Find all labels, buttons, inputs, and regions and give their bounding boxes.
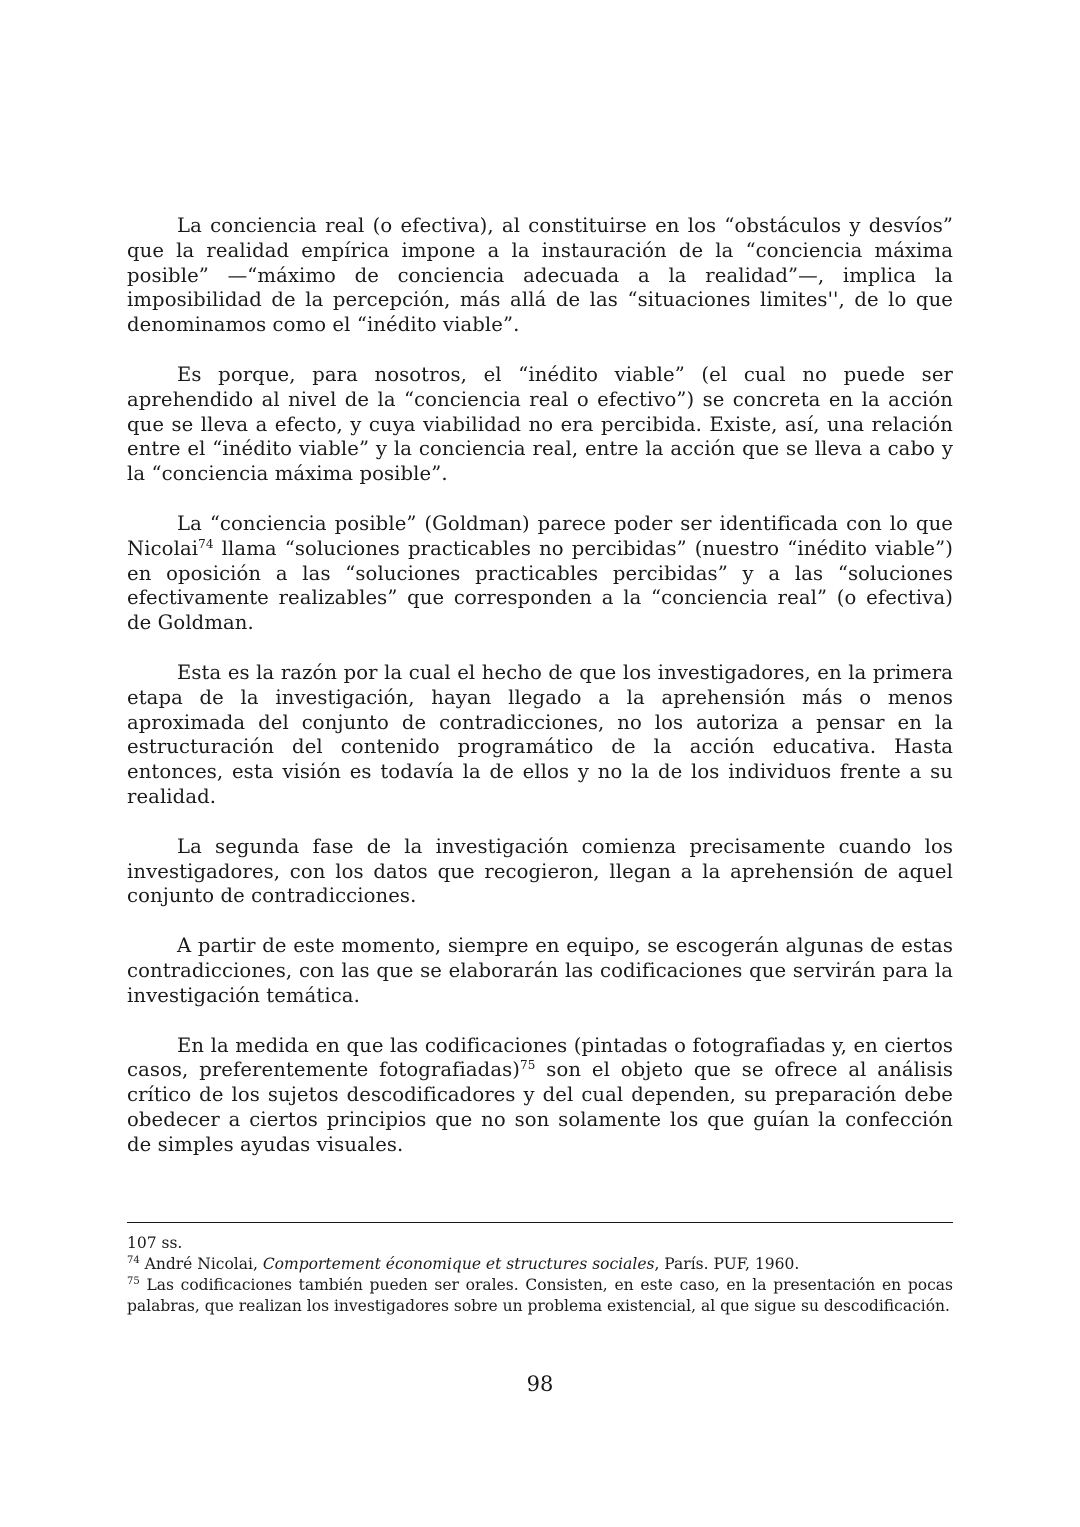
main-text — [127, 214, 953, 1183]
footnote-74-number: 74 — [127, 1255, 140, 1266]
footnote-75-number: 75 — [127, 1276, 140, 1287]
footnote-74-title: Comportement économique et structures sociales — [262, 1255, 655, 1273]
paragraph-7 — [127, 1034, 953, 1158]
footnote-ref-74[interactable]: 74 — [198, 536, 214, 551]
footnote-75 — [127, 1275, 953, 1317]
paragraph-2: Es porque, para nosotros, el “inédito viable” (el cual no puede ser aprehendido al nivel de la “conciencia real o efectivo”) se concreta en la acción que se lleva a efecto, y cuya viabilidad no era percibida. Existe, así, una relación entre el “inédito viable” y la conciencia real, entre la acción que se lleva a cabo y la “conciencia máxima posible”. — [127, 362, 953, 486]
paragraph-1: La conciencia real (o efectiva), al constituirse en los “obstáculos y desvíos” que la realidad empírica impone a la instauración de la “conciencia máxima posible” —“máximo de conciencia adecuada a la realidad”—, implica la imposibilidad de la percepción, más allá de las “situaciones limites'', de lo que denominamos como el “inédito viable”. — [127, 214, 953, 337]
footnote-75-text: Las codificaciones también pueden ser orales. Consisten, en este caso, en la presentación en pocas palabras, que realizan los investigadores sobre un problema existencial, al que sigue su descodificación. — [127, 1276, 953, 1315]
paragraph-7-text-a: En la medida en que las codificaciones (pintadas o fotografiadas y, en ciertos casos, preferentemente fotografiadas) — [127, 1033, 953, 1082]
footnotes-section — [127, 1222, 953, 1317]
footnote-continued: 107 ss. — [127, 1234, 183, 1252]
paragraph-5: La segunda fase de la investigación comienza precisamente cuando los investigadores, con los datos que recogieron, llegan a la aprehensión de aquel conjunto de contradicciones. — [127, 834, 953, 908]
paragraph-3 — [127, 512, 953, 636]
paragraph-7-text-b: son el objeto que se ofrece al análisis crítico de los sujetos descodificadores y del cual dependen, su preparación debe obedecer a ciertos principios que no son solamente los que guían la confección de simples ayudas visuales. — [127, 1058, 954, 1156]
footnote-74-rest: , París. PUF, 1960. — [654, 1255, 800, 1273]
footnote-74-author: André Nicolai, — [139, 1255, 263, 1273]
footnote-ref-75[interactable]: 75 — [520, 1058, 536, 1073]
paragraph-3-text-a: La “conciencia posible” (Goldman) parece poder ser identificada con lo que Nicolai — [127, 511, 953, 560]
paragraph-6: A partir de este momento, siempre en equipo, se escogerán algunas de estas contradicciones, con las que se elaborarán las codificaciones que servirán para la investigación temática. — [127, 934, 953, 1007]
paragraph-3-text-b: llama “soluciones practicables no percibidas” (nuestro “inédito viable”) en oposición a las “soluciones practicables percibidas” y a las “soluciones efectivamente realizables” que corresponden a la “conciencia real” (o efectiva) de Goldman. — [127, 536, 953, 635]
page-number: 98 — [526, 1372, 554, 1396]
paragraph-4: Esta es la razón por la cual el hecho de que los investigadores, en la primera etapa de la investigación, hayan llegado a la aprehensión más o menos aproximada del conjunto de contradicciones, no los autoriza a pensar en la estructuración del contenido programático de la acción educativa. Hasta entonces, esta visión es todavía la de ellos y no la de los individuos frente a su realidad. — [127, 660, 953, 808]
footnote-74 — [127, 1254, 953, 1275]
